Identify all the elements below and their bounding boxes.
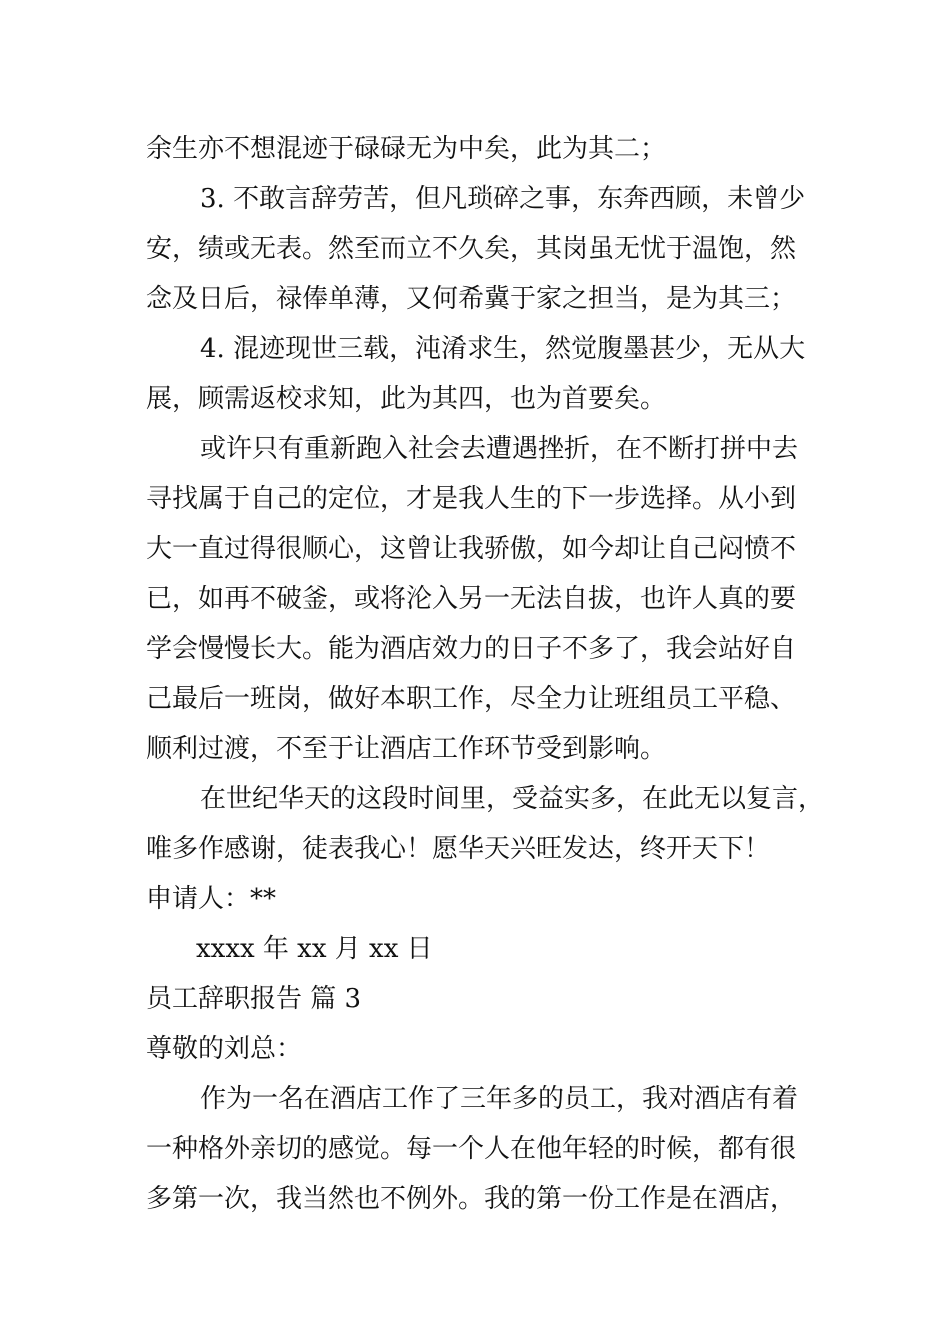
text-line: 顺利过渡，不至于让酒店工作环节受到影响。 <box>146 734 667 764</box>
text-line: 念及日后，禄俸单薄，又何希冀于家之担当，是为其三； <box>146 284 797 314</box>
text-line: 一种格外亲切的感觉。每一个人在他年轻的时候，都有很 <box>146 1134 797 1164</box>
text-line: 己最后一班岗，做好本职工作，尽全力让班组员工平稳、 <box>146 684 797 714</box>
date-line: xxxx 年 xx 月 xx 日 <box>196 934 433 964</box>
text-line: 或许只有重新跑入社会去遭遇挫折，在不断打拼中去 <box>200 434 799 464</box>
text-line: 多第一次，我当然也不例外。我的第一份工作是在酒店， <box>146 1184 797 1214</box>
text-line: 作为一名在酒店工作了三年多的员工，我对酒店有着 <box>200 1084 799 1114</box>
text-line: 4. 混迹现世三载，沌淆求生，然觉腹墨甚少，无从大 <box>200 334 806 364</box>
text-line: 大一直过得很顺心，这曾让我骄傲，如今却让自己闷愤不 <box>146 534 797 564</box>
text-line: 学会慢慢长大。能为酒店效力的日子不多了，我会站好自 <box>146 634 797 664</box>
text-line: 展，顾需返校求知，此为其四，也为首要矣。 <box>146 384 667 414</box>
text-line: 已，如再不破釜，或将沦入另一无法自拔，也许人真的要 <box>146 584 797 614</box>
text-line: 安，绩或无表。然至而立不久矣，其岗虽无忧于温饱，然 <box>146 234 797 264</box>
text-line: 3. 不敢言辞劳苦，但凡琐碎之事，东奔西顾，未曾少 <box>200 184 806 214</box>
section-heading: 员工辞职报告 篇 3 <box>146 984 362 1014</box>
salutation: 尊敬的刘总： <box>146 1034 303 1064</box>
applicant-line: 申请人：** <box>146 884 277 914</box>
text-line: 寻找属于自己的定位，才是我人生的下一步选择。从小到 <box>146 484 797 514</box>
text-line: 唯多作感谢，徒表我心！愿华天兴旺发达，终开天下！ <box>146 834 771 864</box>
text-line: 在世纪华天的这段时间里，受益实多，在此无以复言， <box>200 784 825 814</box>
text-line: 余生亦不想混迹于碌碌无为中矣，此为其二； <box>146 134 667 164</box>
